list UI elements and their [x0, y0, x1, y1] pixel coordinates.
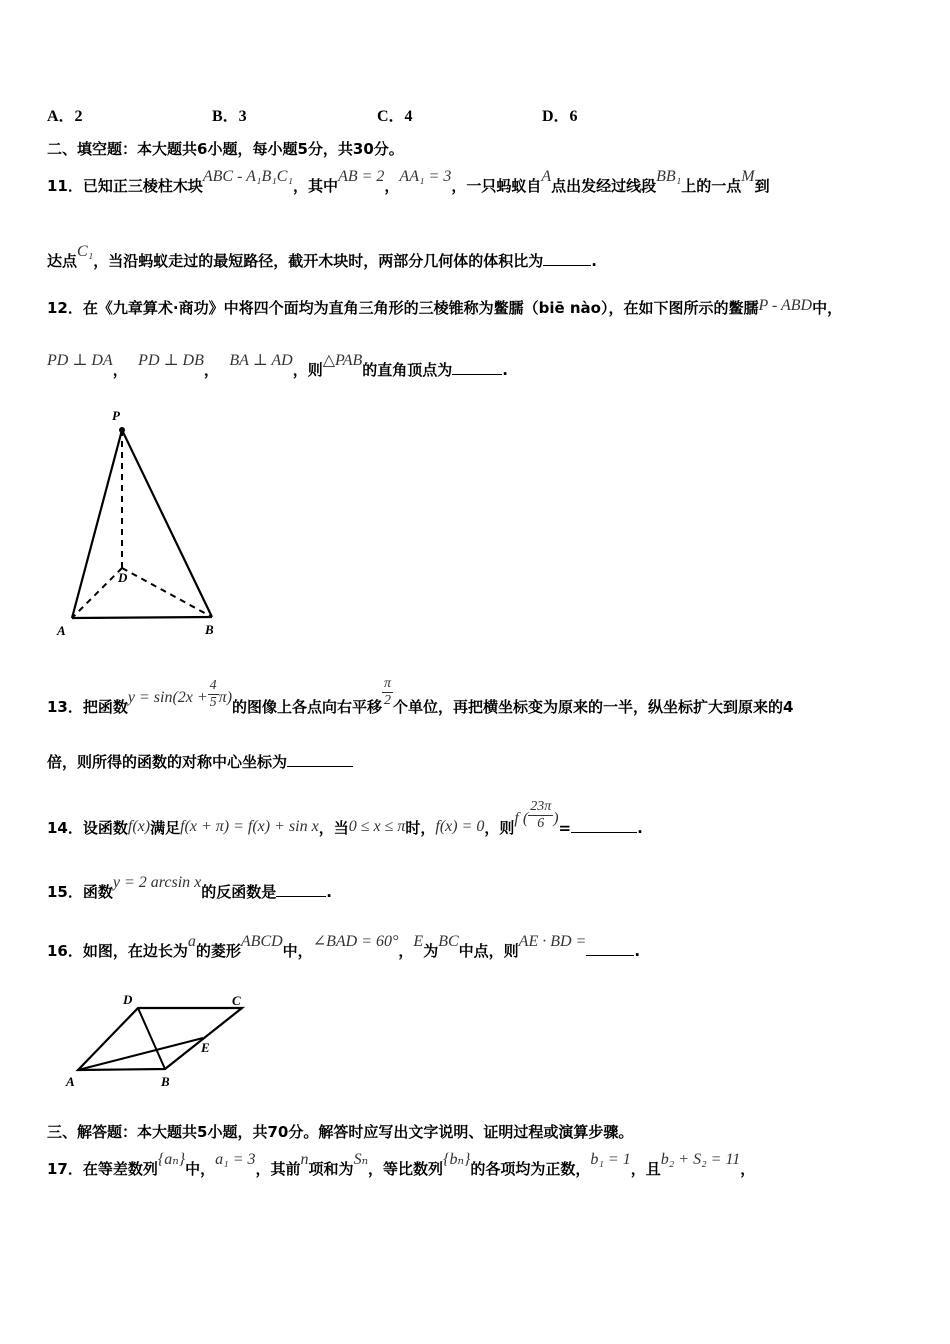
question-11-line-2: [47, 243, 597, 271]
vertex-label-a: A: [57, 623, 66, 638]
q15-math: y = 2 arcsin x: [112, 874, 202, 891]
option-a: A．2: [47, 108, 83, 125]
q11-math: C₁: [77, 243, 94, 260]
q17-math: n: [300, 1151, 309, 1168]
q16-text: ，: [398, 942, 414, 960]
option-d: D．6: [542, 108, 578, 125]
q14-math: ): [553, 810, 559, 827]
rhombus-figure: [60, 990, 260, 1090]
fraction-4-5: $\frac{4}{5}$: [209, 678, 217, 710]
q17-text: ，其前: [255, 1160, 301, 1178]
q16-math: ∠BAD = 60°: [312, 933, 399, 950]
q14-end: .: [637, 819, 643, 837]
q17-math: {aₙ}: [157, 1151, 186, 1168]
q16-text: 的菱形: [195, 942, 241, 960]
q13-text: 13．把函数: [47, 698, 128, 716]
q12-end: .: [502, 361, 508, 379]
q11-text: ，一只蚂蚁自: [451, 177, 542, 195]
q12-math: BA ⊥ AD: [229, 352, 293, 369]
answer-blank[interactable]: [287, 752, 353, 767]
q17-math: b₁ = 1: [590, 1151, 631, 1168]
q16-end: .: [634, 942, 641, 960]
question-11: [47, 168, 770, 196]
q16-math: AE · BD =: [518, 933, 587, 950]
answer-blank[interactable]: [543, 251, 591, 266]
q13-text: 的图像上各点向右平移: [232, 698, 383, 716]
q11-text: ，其中: [293, 177, 339, 195]
question-13: [47, 676, 794, 721]
section-2-heading: 二、填空题：本大题共6小题，每小题5分，共30分。: [47, 140, 404, 158]
q11-math: AA₁ = 3: [399, 168, 452, 185]
q12-math: △PAB: [322, 352, 363, 369]
q11-math: BB₁: [656, 168, 682, 185]
q17-text: 17．在等差数列: [47, 1160, 158, 1178]
question-13-line-2: [47, 751, 353, 772]
q17-text: 中，: [185, 1160, 216, 1178]
q17-text: ，等比数列: [368, 1160, 444, 1178]
question-12: [47, 297, 842, 318]
q12-text: 的直角顶点为: [362, 361, 453, 379]
fraction-23pi-6: $\frac{23\pi}{6}$: [530, 799, 552, 831]
answer-blank[interactable]: [276, 882, 326, 897]
q11-math: ABC - A₁B₁C₁: [202, 168, 294, 185]
q11-text: 点出发经过线段: [551, 177, 657, 195]
option-b: B．3: [212, 108, 247, 125]
q14-math: 0 ≤ x ≤ π: [348, 818, 406, 835]
answer-blank[interactable]: [452, 360, 502, 375]
question-16: [47, 933, 641, 961]
q17-text: ，: [740, 1160, 756, 1178]
question-15: [47, 874, 332, 902]
q12-math: PD ⊥ DB: [138, 352, 204, 369]
q13-text: 个单位，再把横坐标变为原来的一半，纵坐标扩大到原来的4: [393, 698, 794, 716]
q11-math: A: [541, 168, 552, 185]
q11-text: ，: [384, 177, 400, 195]
q15-text: 的反函数是: [201, 883, 277, 901]
q13-text: 倍，则所得的函数的对称中心坐标为: [47, 753, 288, 771]
tetrahedron-figure: [50, 405, 230, 640]
q14-math: f(x): [127, 818, 151, 835]
q14-math: f (: [514, 810, 529, 827]
fraction-pi-2: $\frac{\pi}{2}$: [384, 676, 392, 708]
vertex-label-b: B: [205, 622, 214, 637]
q11-text: ，当沿蚂蚁走过的最短路径，截开木块时，两部分几何体的体积比为: [93, 252, 544, 270]
q12-text: ，: [112, 361, 128, 379]
q16-text: 中点，则: [458, 942, 519, 960]
q17-math: a₁ = 3: [215, 1151, 256, 1168]
q11-math: AB = 2: [338, 168, 385, 185]
q17-math: Sₙ: [353, 1151, 369, 1168]
q14-text: ，则: [484, 819, 515, 837]
q14-text: 满足: [150, 819, 181, 837]
question-17: [47, 1151, 756, 1179]
q17-text: 项和为: [308, 1160, 354, 1178]
q16-math: a: [187, 933, 196, 950]
q13-math: y = sin(2x +: [127, 689, 208, 706]
q11-end: .: [591, 252, 597, 270]
q14-text: ，当: [318, 819, 349, 837]
q12-math: PD ⊥ DA: [47, 352, 113, 369]
q13-math: π): [218, 689, 233, 706]
q12-text: 12．在《九章算术·商功》中将四个面均为直角三角形的三棱锥称为鳖臑（biē nào），在如下图所示的鳖臑: [47, 299, 759, 317]
q14-math: f(x) = 0: [435, 818, 485, 835]
q11-text: 到: [754, 177, 770, 195]
q14-text: =: [558, 819, 572, 837]
q12-text: ，: [203, 361, 219, 379]
option-c: C．4: [377, 108, 413, 125]
q14-text: 时，: [405, 819, 436, 837]
question-12-line-2: [47, 352, 508, 380]
vertex-label-c: C: [232, 993, 241, 1008]
q11-text: 达点: [47, 252, 78, 270]
section-3-heading: 三、解答题：本大题共5小题，共70分。解答时应写出文字说明、证明过程或演算步骤。: [47, 1123, 634, 1141]
vertex-label-p: P: [112, 408, 120, 423]
question-14: [47, 799, 643, 842]
answer-blank[interactable]: [586, 941, 634, 956]
vertex-label-e: E: [201, 1040, 210, 1055]
q16-math: ABCD: [240, 933, 283, 950]
q11-text: 上的一点: [681, 177, 742, 195]
q12-math: P - ABD: [758, 297, 813, 314]
q12-text: ，则: [292, 361, 323, 379]
q12-text: 中，: [812, 299, 843, 317]
q16-math: E: [413, 933, 424, 950]
q17-math: {bₙ}: [443, 1151, 471, 1168]
q17-text: 的各项均为正数，: [470, 1160, 591, 1178]
vertex-label-a: A: [66, 1074, 75, 1089]
q11-math: M: [741, 168, 755, 185]
vertex-label-b: B: [161, 1074, 170, 1089]
q16-text: 16．如图，在边长为: [47, 942, 188, 960]
vertex-label-d: D: [123, 992, 133, 1007]
q14-text: 14．设函数: [47, 819, 128, 837]
q15-end: .: [326, 883, 332, 901]
q16-text: 中，: [282, 942, 313, 960]
q16-math: BC: [438, 933, 459, 950]
q16-text: 为: [423, 942, 439, 960]
q17-math: b₂ + S₂ = 11: [660, 1151, 741, 1168]
q17-text: ，且: [630, 1160, 661, 1178]
q11-text: 11．已知正三棱柱木块: [47, 177, 203, 195]
vertex-label-d: D: [118, 570, 128, 585]
q14-math: f(x + π) = f(x) + sin x: [180, 818, 319, 835]
q15-text: 15．函数: [47, 883, 113, 901]
answer-blank[interactable]: [571, 818, 637, 833]
